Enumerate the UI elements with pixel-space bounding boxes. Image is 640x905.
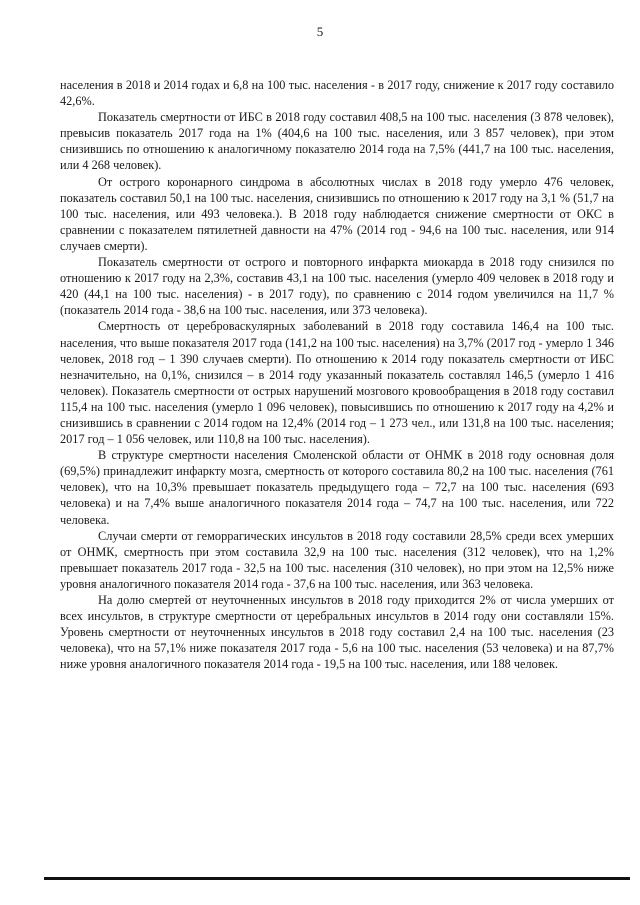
paragraph-continuation: населения в 2018 и 2014 годах и 6,8 на 100 тыс. населения - в 2017 году, снижение к 2017 году составило 42,6%. (60, 78, 614, 109)
paragraph-infarction: Показатель смертности от острого и повторного инфаркта миокарда в 2018 году снизился по отношению к 2017 году на 2,3%, составив 43,1 на 100 тыс. населения (умерло 409 человек в 2018 году и 420 (44,1 на 100 тыс. населения) - в 2017 году), по сравнению с 2014 годом увеличился на 11,7 % (показатель 2014 года - 38,6 на 100 тыс. населения, или 373 человека). (60, 255, 614, 318)
paragraph-hemorrhagic: Случаи смерти от геморрагических инсультов в 2018 году составили 28,5% среди всех умерших от ОНМК, смертность при этом составила 32,9 на 100 тыс. населения (312 человек), что на 1,2% превышает показатель 2017 года - 32,5 на 100 тыс. населения (310 человек), но при этом на 12,5% ниже уровня аналогичного показателя 2014 года - 37,6 на 100 тыс. населения, или 363 человека. (60, 528, 614, 591)
paragraph-onmk-structure: В структуре смертности населения Смоленской области от ОНМК в 2018 году основная доля (69,5%) принадлежит инфаркту мозга, смертность от которого составила 80,2 на 100 тыс. населения (761 человек), что на 10,3% превышает показатель предыдущего года – 72,7 на 100 тыс. населения (693 человека) и на 7,4% выше аналогичного показателя 2014 года – 74,7 на 100 тыс. населения, или 722 человека. (60, 448, 614, 527)
page-number: 5 (316, 24, 324, 39)
paragraph-cerebrovascular: Смертность от цереброваскулярных заболеваний в 2018 году составила 146,4 на 100 тыс. населения, что выше показателя 2017 года (141,2 на 100 тыс. населения) на 3,7% (2017 год - умерло 1 346 человек, 2018 год – 1 390 случаев смерти). По отношению к 2014 году показатель смертности от ИБС незначительно, на 0,1%, снизился – в 2014 году указанный показатель составлял 146,5 (умерло 1 416 человек). Показатель смертности от острых нарушений мозгового кровообращения в 2018 году составил 115,4 на 100 тыс. населения (умерло 1 096 человек), повысившись по отношению к 2017 году на 4,2% и снизившись в сравнении с 2014 годом на 12,4% (2014 год – 1 273 чел., или 131,8 на 100 тыс. населения; 2017 год – 1 056 человек, или 110,8 на 100 тыс. населения). (60, 319, 614, 447)
bottom-divider (44, 877, 630, 880)
document-body (60, 77, 614, 672)
paragraph-unspecified: На долю смертей от неуточненных инсультов в 2018 году приходится 2% от числа умерших от всех инсультов, в структуре смертности от церебральных инсультов в 2014 году они составляли 15%. Уровень смертности от неуточненных инсультов в 2018 году составил 2,4 на 100 тыс. населения (23 человека), что на 57,1% ниже показателя 2017 года - 5,6 на 100 тыс. населения (53 человека) и на 87,7% ниже уровня аналогичного показателя 2014 года - 19,5 на 100 тыс. населения, или 188 человек. (60, 593, 614, 672)
paragraph-oks: От острого коронарного синдрома в абсолютных числах в 2018 году умерло 476 человек, показатель составил 50,1 на 100 тыс. населения, снизившись по отношению к 2017 году на 3,1 % (51,7 на 100 тыс. населения, или 493 человека.). В 2018 году наблюдается снижение смертности от ОКС в сравнении с показателем пятилетней давности на 47% (2014 год - 94,6 на 100 тыс. населения, или 914 случаев смерти). (60, 174, 614, 253)
paragraph-ibs: Показатель смертности от ИБС в 2018 году составил 408,5 на 100 тыс. населения (3 878 человек), превысив показатель 2017 года на 1% (404,6 на 100 тыс. населения, или 3 857 человек), при этом снизившись по отношению к аналогичному показателю 2014 года на 7,5% (441,7 на 100 тыс. населения, или 4 268 человек). (60, 110, 614, 173)
